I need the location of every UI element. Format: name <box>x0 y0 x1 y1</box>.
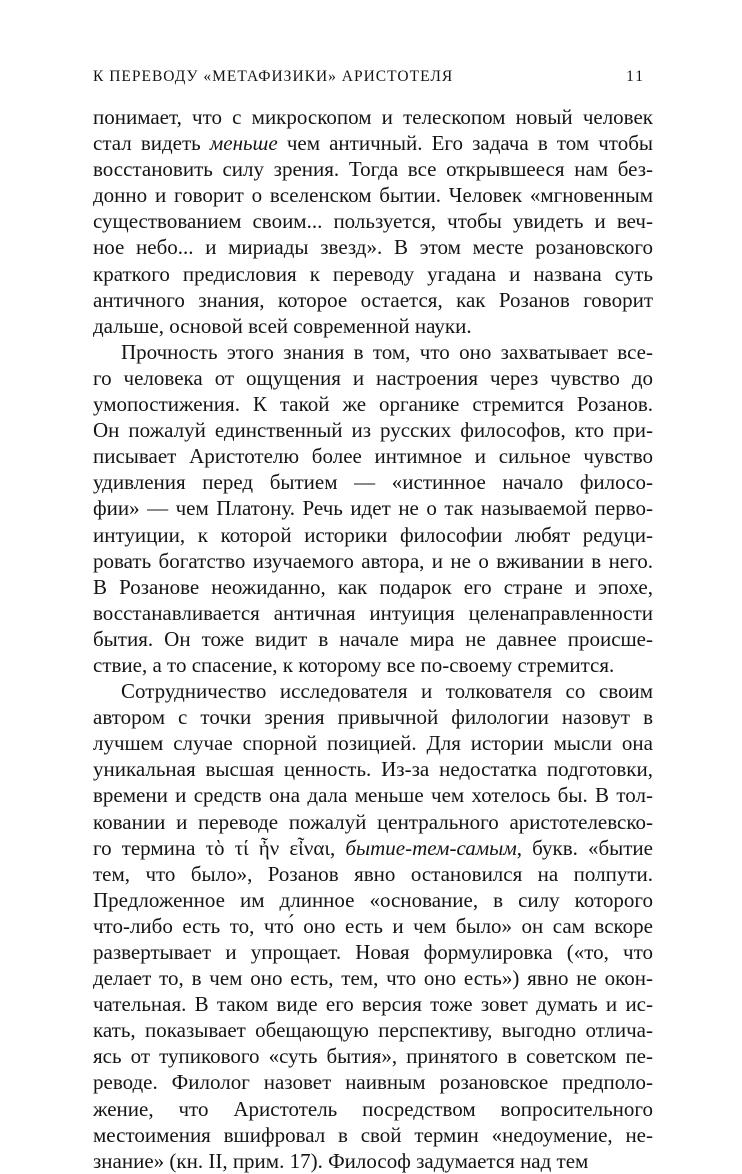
paragraph <box>93 339 653 678</box>
text-line: чательная. В таком виде его версия тоже зовет думать и ис- <box>93 992 653 1017</box>
text-line: знание» (кн. II, прим. 17). Философ задумается над тем <box>93 1148 589 1173</box>
text-line: Предложенное им длинное «основание, в силу которого <box>93 887 653 912</box>
text-line: понимает, что с микроскопом и телескопом новый человек <box>93 105 653 129</box>
text-line: лучшем случае спорной позицией. Для истории мысли она <box>93 731 653 756</box>
text-line: тем, что было», Розанов явно остановился на полпути. <box>93 861 653 886</box>
text-line: В Розанове неожиданно, как подарок его стране и эпохе, <box>93 574 653 599</box>
text-line: кать, показывает обещающую перспективу, выгодно отлича- <box>93 1018 653 1043</box>
body-text <box>93 104 653 1174</box>
text-line: ковании и переводе пожалуй центрального аристотелевско- <box>93 809 653 834</box>
text-line: времени и средств она дала меньше чем хотелось бы. В тол- <box>93 783 653 808</box>
text-line: писывает Аристотелю более интимное и сильное чувство <box>93 444 653 469</box>
text-line: умопостижения. К такой же органике стремится Розанов. <box>93 392 653 417</box>
text-line: Прочность этого знания в том, что оно захватывает все- <box>121 339 653 364</box>
text-line: го термина τὸ τί ἦν εἶναι, бытие-тем-самым, букв. «бытие <box>93 835 653 860</box>
running-header <box>93 68 649 92</box>
italic-term: бытие-тем-самым <box>345 835 517 860</box>
page-number: 11 <box>626 68 645 85</box>
text-line: существованием своим... пользуется, чтобы увидеть и веч- <box>93 209 653 234</box>
text-line: удивления перед бытием — «истинное начало филосо- <box>93 470 653 495</box>
text-line: делает то, в чем оно есть, тем, что оно есть») явно не окон- <box>93 966 653 991</box>
text-line: античного знания, которое остается, как Розанов говорит <box>93 287 653 312</box>
text-line: восстанавливается античная интуиция целенаправленности <box>93 600 653 625</box>
text-line: ное небо... и мириады звезд». В этом месте розановского <box>93 235 653 260</box>
text-line: Он пожалуй единственный из русских философов, кто при- <box>93 418 653 443</box>
text-line: фии» — чем Платону. Речь идет не о так называемой перво- <box>93 496 653 521</box>
text-line: ствие, а то спасение, к которому все по-своему стремится. <box>93 652 615 677</box>
text-line: стал видеть меньше чем античный. Его задача в том чтобы <box>93 131 654 156</box>
text-line: жение, что Аристотель посредством вопросительного <box>93 1096 653 1121</box>
text-line: ясь от тупикового «суть бытия», принятого в советском пе- <box>93 1044 653 1069</box>
text-line: Сотрудничество исследователя и толкователя со своим <box>121 679 653 704</box>
text-line: донно и говорит о вселенском бытии. Человек «мгновенным <box>93 183 653 208</box>
text-line: местоимения вшифровал в свой термин «недоумение, не- <box>93 1122 653 1147</box>
text-line: ровать богатство изучаемого автора, и не о вживании в него. <box>93 548 653 573</box>
text-line: краткого предисловия к переводу угадана и названа суть <box>93 261 653 286</box>
text-line: интуиции, к которой историки философии любят редуци- <box>93 522 653 547</box>
text-line: бытия. Он тоже видит в начале мира не давнее происше- <box>93 626 653 651</box>
text-line: дальше, основой всей современной науки. <box>93 313 472 338</box>
text-line: развертывает и упрощает. Новая формулировка («то, что <box>93 940 653 964</box>
italic-term: меньше <box>209 131 278 156</box>
text-line: го человека от ощущения и настроения через чувство до <box>93 365 653 390</box>
paragraph <box>93 678 653 1174</box>
text-line: автором с точки зрения привычной филологии назовут в <box>93 705 653 730</box>
paragraph <box>93 104 653 339</box>
text-line: реводе. Филолог назовет наивным розановское предполо- <box>93 1070 653 1095</box>
text-line: уникальная высшая ценность. Из-за недостатка подготовки, <box>93 757 653 782</box>
text-line: восстановить силу зрения. Тогда все открывшееся нам без- <box>93 157 653 182</box>
text-line: что-либо есть то, что́ оно есть и чем было» он сам вскоре <box>93 913 653 938</box>
chapter-title: К ПЕРЕВОДУ «МЕТАФИЗИКИ» АРИСТОТЕЛЯ <box>93 68 454 85</box>
